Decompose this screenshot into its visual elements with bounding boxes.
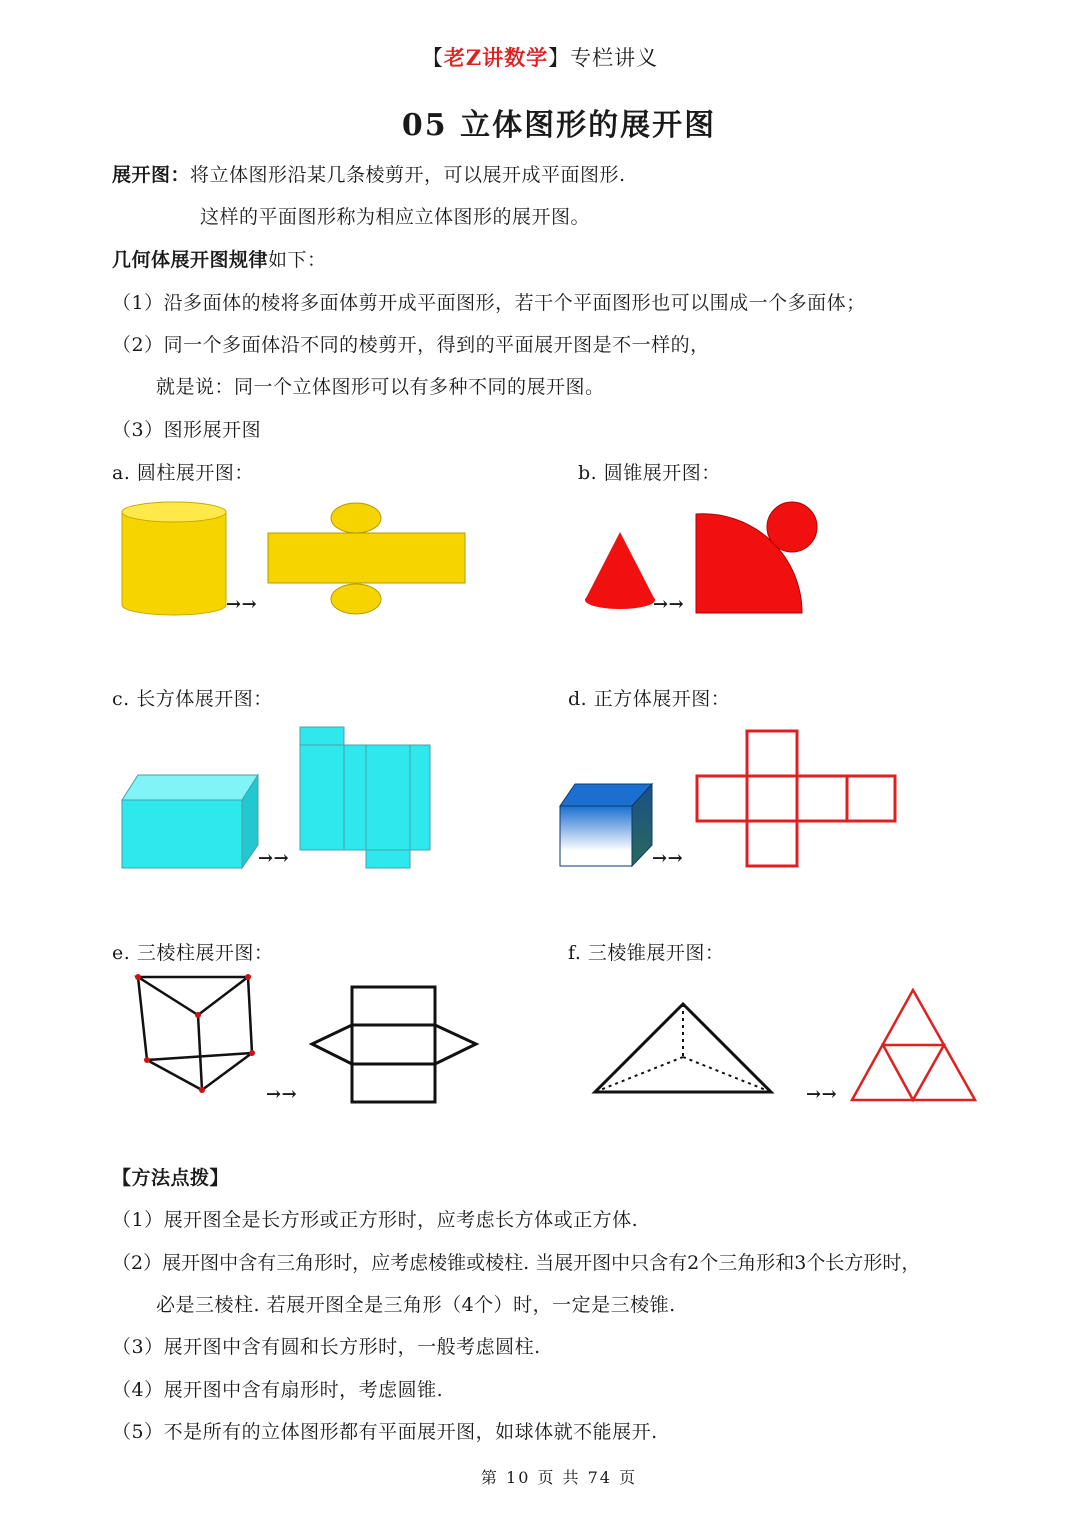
arrow-cuboid: →→ (258, 848, 290, 869)
definition-text-2: 这样的平面图形称为相应立体图形的展开图。 (200, 206, 591, 228)
header-bracket-close: 】 (548, 46, 571, 70)
tip-5: （5）不是所有的立体图形都有平面展开图，如球体就不能展开. (112, 1421, 658, 1443)
rule-item-2: （2）同一个多面体沿不同的棱剪开，得到的平面展开图是不一样的， (112, 334, 710, 356)
arrow-cone: →→ (653, 594, 685, 615)
caption-cube: d. 正方体展开图： (568, 688, 731, 710)
definition-label: 展开图： (112, 164, 191, 186)
prism-vertices (135, 974, 255, 1093)
cube-figure (560, 784, 652, 866)
triangular-prism-net (312, 987, 476, 1102)
caption-cylinder: a. 圆柱展开图： (112, 462, 254, 484)
cone-figure (585, 532, 655, 609)
header-brand: 老Z讲数学 (443, 45, 549, 70)
tip-2b: 必是三棱柱. 若展开图全是三角形（4个）时，一定是三棱锥. (156, 1294, 676, 1316)
tips-heading: 【方法点拨】 (112, 1167, 230, 1189)
tip-1: （1）展开图全是长方形或正方形时，应考虑长方体或正方体. (112, 1209, 639, 1231)
triangular-prism-figure (138, 977, 252, 1090)
cylinder-figure (122, 502, 226, 615)
caption-cuboid: c. 长方体展开图： (112, 688, 273, 710)
tetrahedron-figure (595, 1004, 771, 1092)
arrow-tetrahedron: →→ (806, 1084, 838, 1105)
header-subtitle: 专栏讲义 (570, 46, 659, 70)
cone-net (696, 502, 817, 613)
arrow-cylinder: →→ (226, 594, 258, 615)
tetrahedron-net (852, 990, 975, 1100)
caption-tetrahedron: f. 三棱锥展开图： (568, 942, 725, 964)
tip-3: （3）展开图中含有圆和长方形时，一般考虑圆柱. (112, 1336, 541, 1358)
rule-item-3: （3）图形展开图 (112, 419, 262, 441)
header-bracket-open: 【 (421, 46, 444, 70)
definition-text-1: 将立体图形沿某几条棱剪开，可以展开成平面图形. (190, 164, 626, 186)
page-title: 05 立体图形的展开图 (401, 108, 717, 143)
cuboid-figure (122, 775, 258, 868)
arrow-prism: →→ (266, 1084, 298, 1105)
rules-heading-bold: 几何体展开图规律 (112, 249, 269, 271)
cuboid-net (300, 727, 430, 868)
rules-heading-rest: 如下： (268, 249, 327, 271)
tip-4: （4）展开图中含有扇形时，考虑圆锥. (112, 1379, 444, 1401)
cylinder-net (268, 503, 465, 614)
rule-item-2b: 就是说：同一个立体图形可以有多种不同的展开图。 (156, 376, 605, 398)
cube-net (697, 731, 895, 866)
caption-cone: b. 圆锥展开图： (578, 462, 721, 484)
arrow-cube: →→ (652, 848, 684, 869)
rule-item-1: （1）沿多面体的棱将多面体剪开成平面图形，若干个平面图形也可以围成一个多面体； (112, 292, 866, 314)
caption-triangular-prism: e. 三棱柱展开图： (112, 942, 274, 964)
page-footer: 第 10 页 共 74 页 (480, 1468, 638, 1487)
tip-2: （2）展开图中含有三角形时，应考虑棱锥或棱柱. 当展开图中只含有2个三角形和3个长方形时， (112, 1252, 921, 1274)
